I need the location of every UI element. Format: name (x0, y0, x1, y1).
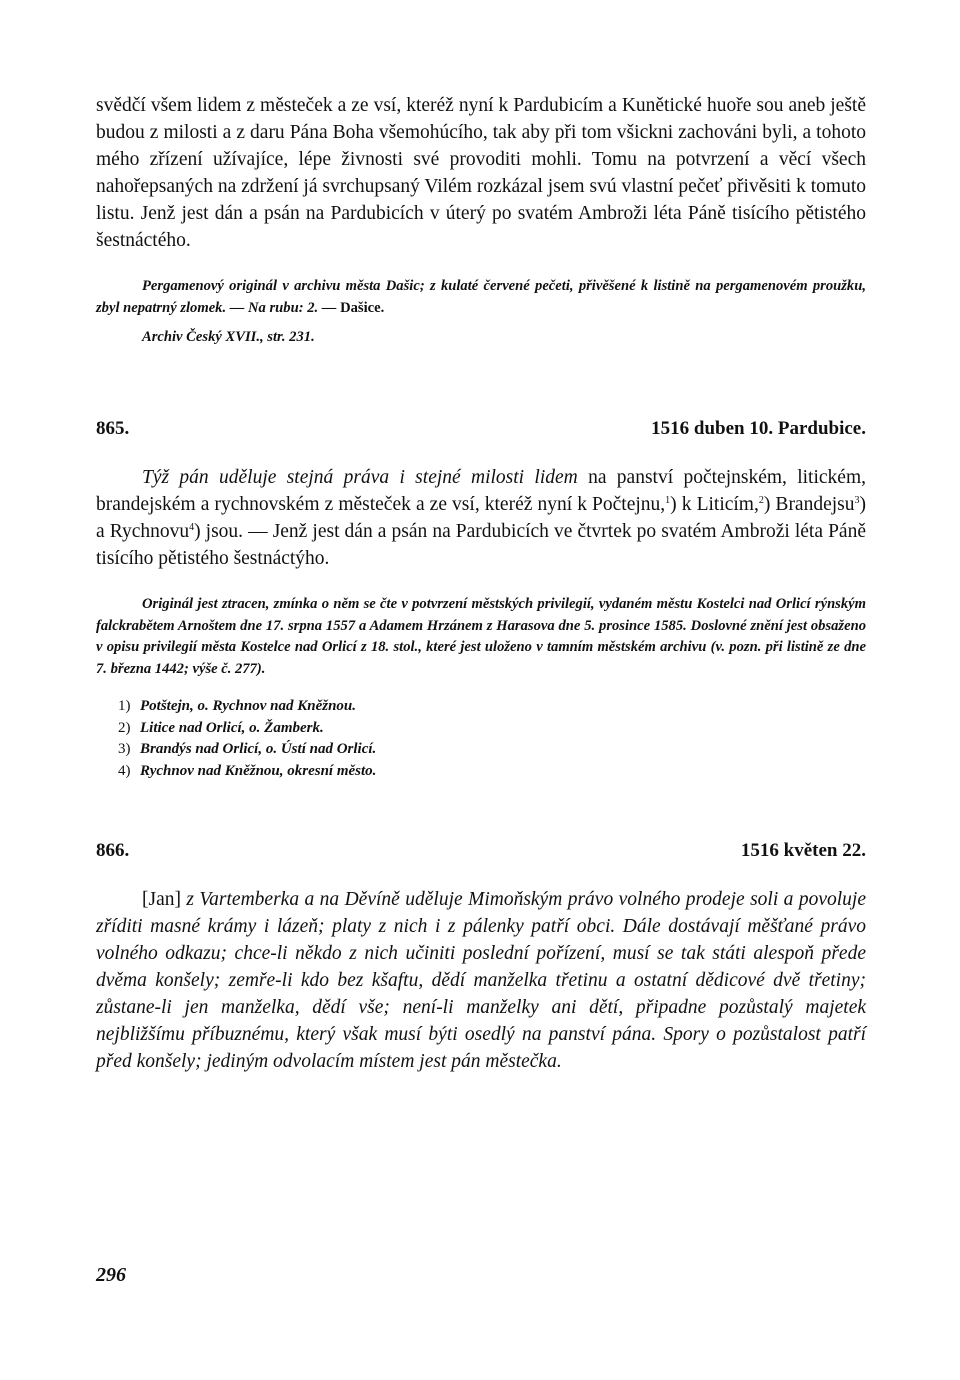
regest-text-5: ) jsou. — Jenž jest dán a psán na Pardubicích ve čtvrtek po svatém Ambroži léta Páně tisícího pětistého šestnáctýho. (96, 521, 866, 569)
archival-note-865: Originál jest ztracen, zmínka o něm se čte v potvrzení městských privilegií, vydaném městu Kostelci nad Orlicí rýnským falckrabětem Arnoštem dne 17. srpna 1557 a Adamem Hrzánem z Harasova dne 5. prosince 1585. Doslovné znění jest obsaženo v opisu privilegií města Kostelce nad Orlicí z 18. stol., které jest uloženo v tamním městském archivu (v. pozn. při listině ze dne 7. března 1442; výše č. 277). (96, 596, 866, 677)
footnote-2: 2) Litice nad Orlicí, o. Žamberk. (118, 719, 324, 736)
entry-header-865 (96, 418, 866, 440)
regest-italic: Týž pán uděluje stejná práva i stejné milosti lidem (142, 467, 578, 488)
footnote-ref-3: 3 (854, 495, 860, 506)
footnote-ref-1: 1 (665, 495, 671, 506)
entry-header-866 (96, 840, 866, 862)
entry-number: 866. (96, 840, 130, 861)
archival-note-text (96, 276, 866, 319)
regest-text-4: ) a Rychnovu (96, 494, 866, 542)
regest-text: z Vartemberka a na Děvíně uděluje Mimoňským právo volného prodeje soli a povoluje zříditi masné krámy i lázeň; platy z nich i z pálenky patří obci. Dále dostávají měšťané právo volného odkazu; chce-li někdo z nich učiniti poslední pořízení, musí se tak státi alespoň přede dvěma konšely; zemře-li kdo bez kšaftu, dědí manželka třetinu a ostatní dědicové dvě třetiny; zůstane-li jen manželka, dědí vše; není-li manželky ani dětí, připadne pozůstalý majetek nejbližšímu příbuznému, který však musí býti osedlý na panství pána. Spory o pozůstalost patří před konšely; jediným odvolacím místem jest pán městečka. (96, 889, 866, 1072)
page-content (96, 92, 866, 1075)
footnote-ref-2: 2 (758, 495, 764, 506)
regest-865 (96, 464, 866, 572)
archival-note-place: Dašice. (340, 299, 385, 316)
regest-text-1: na panství počtejnském, litickém, brandejském a rychnovském z městeček a ze vsí, kteréž nyní k Počtejnu, (96, 467, 866, 515)
source-citation: Archiv Český XVII., str. 231. (142, 329, 315, 345)
entry-number: 865. (96, 418, 130, 439)
footnote-3: 3) Brandýs nad Orlicí, o. Ústí nad Orlicí. (118, 741, 377, 757)
charter-text-continuation: svědčí všem lidem z městeček a ze vsí, kteréž nyní k Pardubicím a Kunětické huoře sou aneb ještě budou z milosti a z daru Pána Boha všemohúcího, tak aby při tom všickni zachováni byli, a tohoto mého zřízení užívajíce, lépe živnosti své provoditi mohli. Tomu na potvrzení a věcí všech nahořepsaných na zdržení já svrchupsaný Vilém rozkázal jsem svú vlastní pečeť přivěsiti k tomuto listu. Jenž jest dán a psán na Pardubicích v úterý po svatém Ambroži léta Páně tisícího pětistého šestnáctého. (96, 95, 866, 251)
footnote-ref-4: 4 (189, 522, 195, 533)
archival-note-main: Pergamenový originál v archivu města Dašic; z kulaté červené pečeti, přivěšené k listině na pergamenovém proužku, zbyl nepatrný zlomek. — Na rubu: 2. — (96, 278, 866, 316)
regest-text-2: ) k Liticím, (670, 494, 759, 515)
entry-date: 1516 duben 10. Pardubice. (651, 418, 866, 439)
regest-text-3: ) Brandejsu (763, 494, 855, 515)
entry-date: 1516 květen 22. (740, 840, 866, 861)
page-number: 296 (96, 1264, 126, 1286)
archival-note-864 (96, 276, 866, 346)
footnote-1: 1) Potštejn, o. Rychnov nad Kněžnou. (118, 698, 357, 714)
footnote-4: 4) Rychnov nad Kněžnou, okresní město. (118, 762, 377, 779)
footnotes-865 (96, 696, 866, 782)
regest-866 (96, 886, 866, 1075)
regest-bracket: [Jan] (142, 889, 181, 910)
